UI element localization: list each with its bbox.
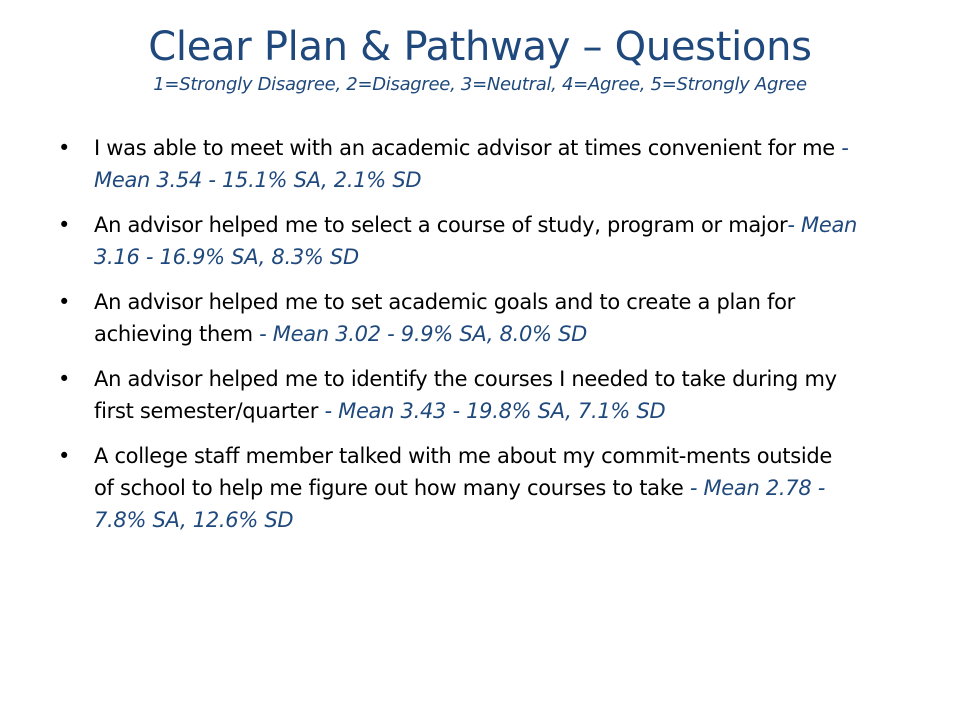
slide-subtitle: 1=Strongly Disagree, 2=Disagree, 3=Neutral, 4=Agree, 5=Strongly Agree xyxy=(153,74,807,95)
bullet-stat: - Mean 3.16 - 16.9% SA, 8.3% SD xyxy=(94,213,858,269)
slide-title: Clear Plan & Pathway – Questions xyxy=(148,24,812,70)
bullet-text: An advisor helped me to identify the courses I needed to take during my first semester/quarter xyxy=(94,367,837,423)
bullet-text: A college staff member talked with me about my commit-ments outside of school to help me figure out how many courses to take xyxy=(94,444,833,500)
bullet-text: An advisor helped me to select a course of study, program or major xyxy=(94,213,788,237)
title-block xyxy=(40,22,920,98)
bullet-text: An advisor helped me to set academic goals and to create a plan for achieving them xyxy=(94,290,795,346)
bullet-stat: - Mean 3.54 - 15.1% SA, 2.1% SD xyxy=(94,136,849,192)
bullet-stat: - Mean 3.02 - 9.9% SA, 8.0% SD xyxy=(259,322,587,346)
bullet-item xyxy=(58,363,858,427)
bullet-stat: - Mean 2.78 - 7.8% SA, 12.6% SD xyxy=(94,476,826,532)
bullet-text: I was able to meet with an academic advisor at times convenient for me xyxy=(94,136,842,160)
bullet-item xyxy=(58,286,858,350)
bullet-item xyxy=(58,132,858,196)
bullet-stat: - Mean 3.43 - 19.8% SA, 7.1% SD xyxy=(324,399,666,423)
bullet-item xyxy=(58,440,858,536)
bullet-list xyxy=(58,132,858,549)
bullet-item xyxy=(58,209,858,273)
